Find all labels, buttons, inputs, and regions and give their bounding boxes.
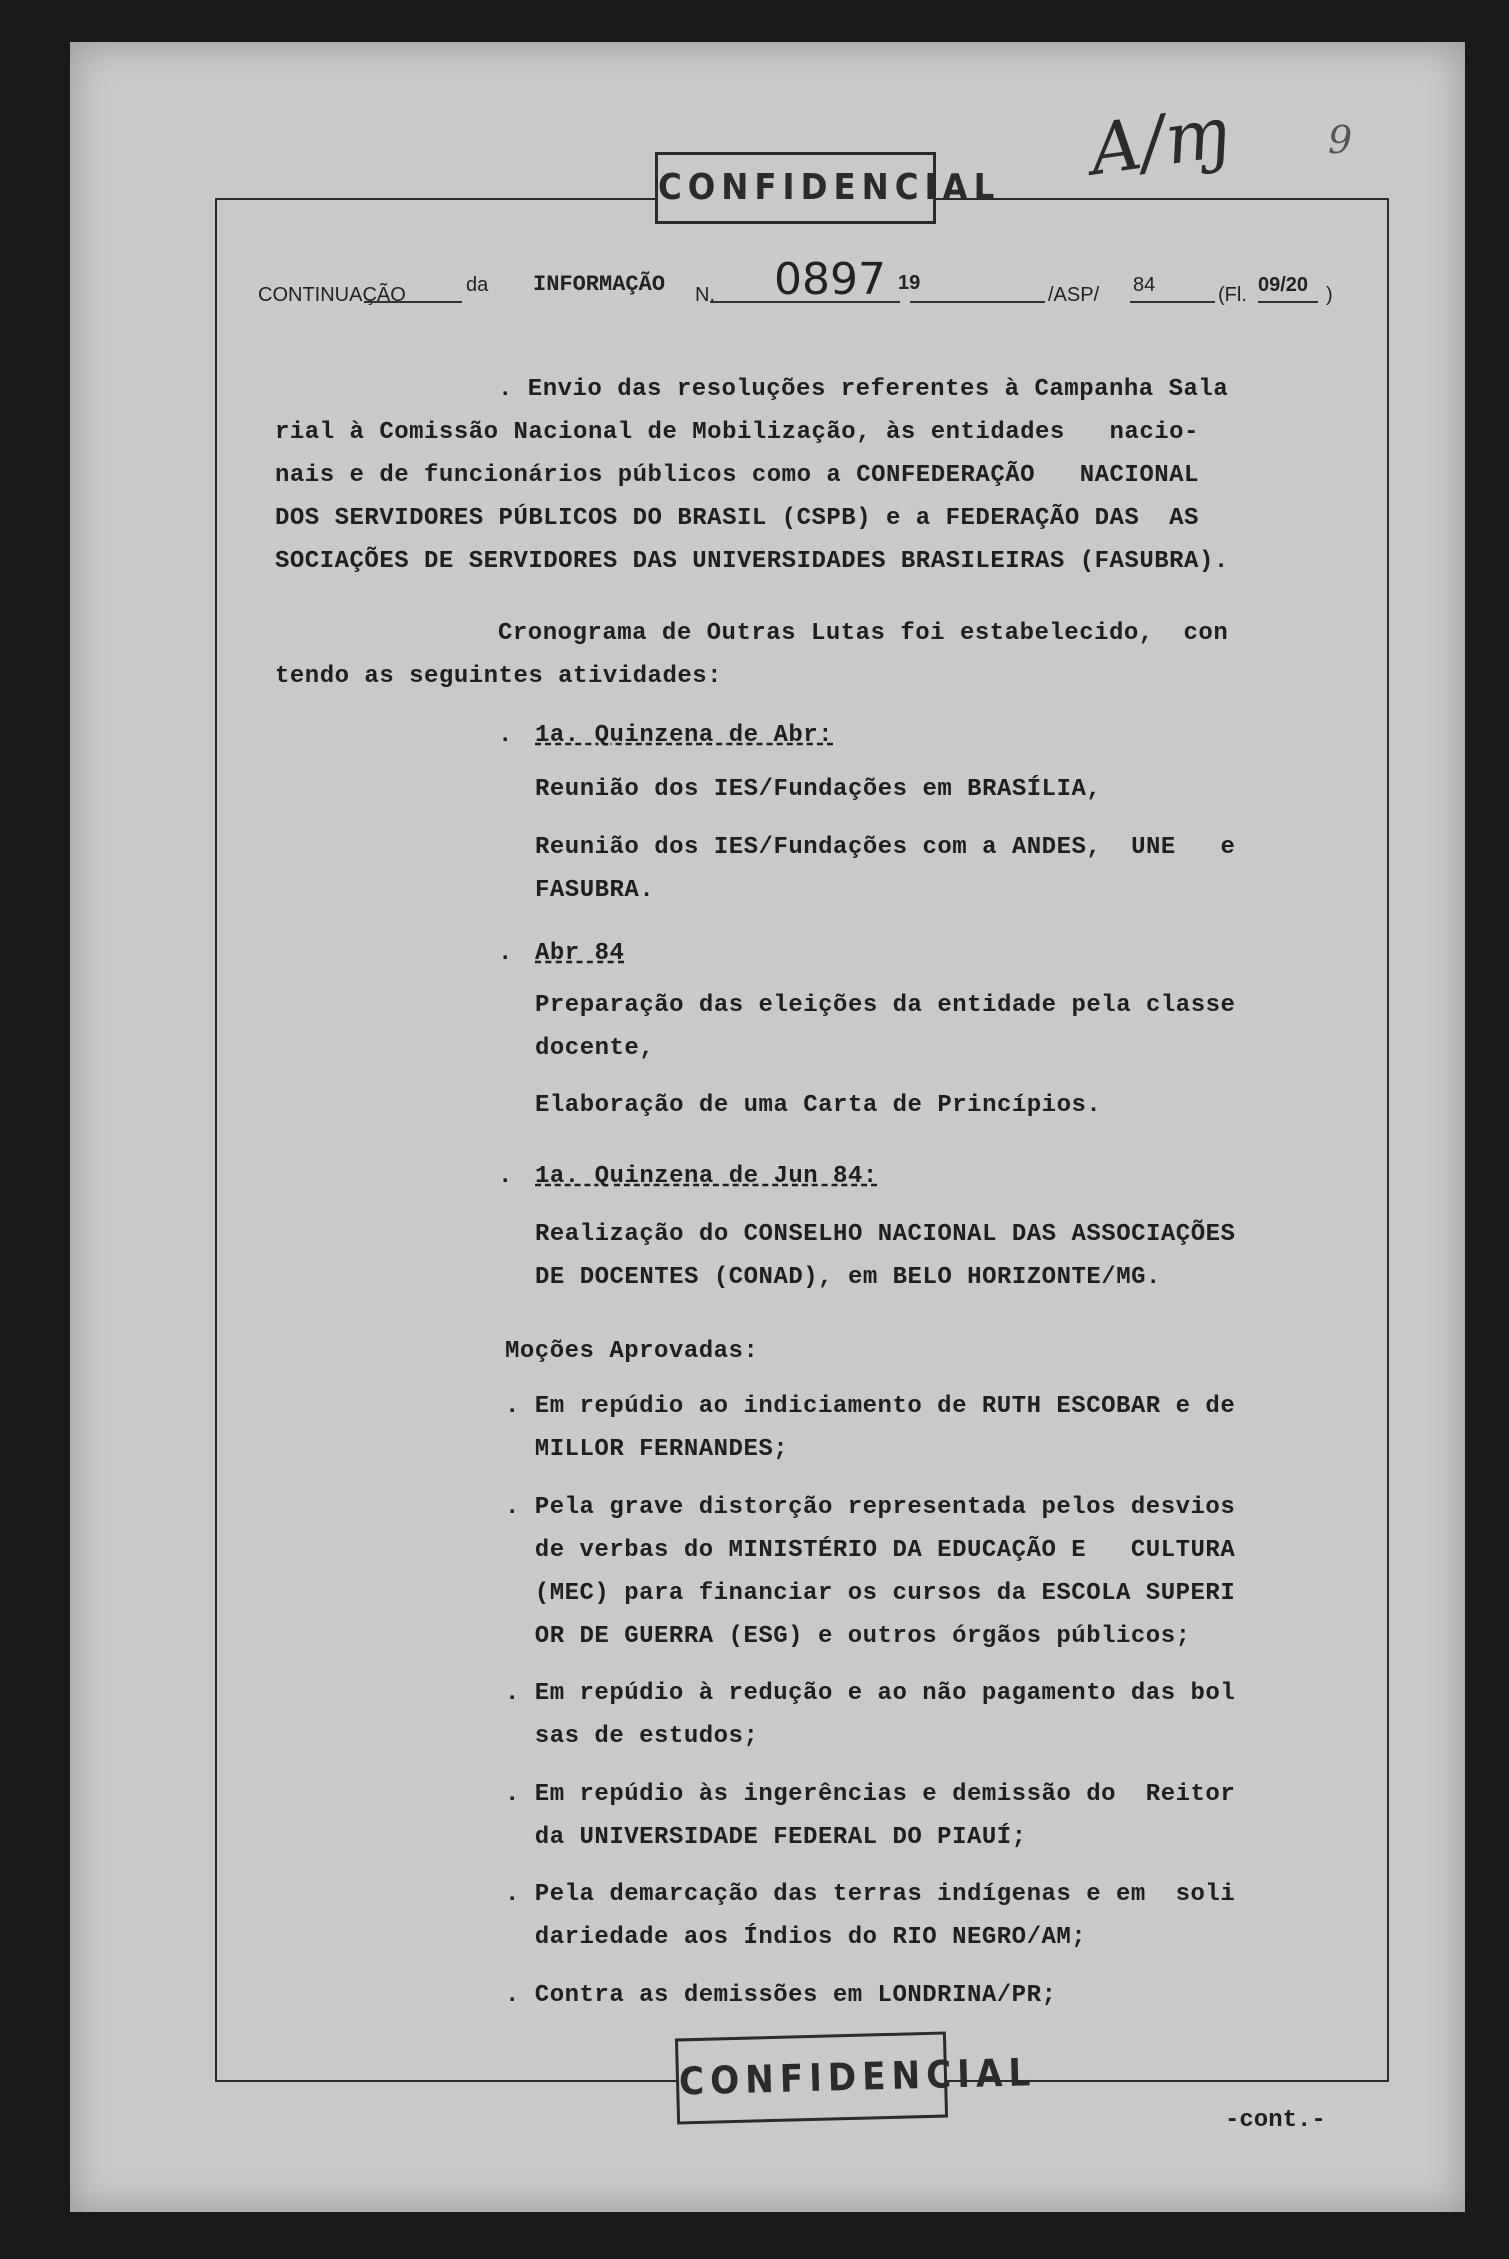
cronograma-line: tendo as seguintes atividades:: [275, 663, 723, 690]
mocao-line: . Pela grave distorção representada pelos desvios: [505, 1494, 1236, 1521]
schedule-line: Realização do CONSELHO NACIONAL DAS ASSOCIAÇÕES: [535, 1221, 1236, 1248]
document-type: INFORMAÇÃO: [533, 272, 666, 297]
number-label: N.: [695, 284, 715, 306]
handwritten-signature: A∕ɱ: [1084, 90, 1236, 192]
confidencial-stamp-top: CONFIDENCIAL: [655, 152, 936, 224]
header-year: 84: [1133, 274, 1156, 296]
mocao-line: . Em repúdio à redução e ao não pagamento das bol: [505, 1680, 1236, 1707]
mocao-line: OR DE GUERRA (ESG) e outros órgãos públicos;: [505, 1623, 1191, 1650]
document-header: [258, 254, 1378, 318]
mocoes-title: Moções Aprovadas:: [505, 1338, 759, 1365]
da-label: da: [466, 274, 489, 296]
mocao-line: dariedade aos Índios do RIO NEGRO/AM;: [505, 1924, 1087, 1951]
cronograma-line: Cronograma de Outras Lutas foi estabelecido, con: [498, 620, 1229, 647]
folio-close: ): [1326, 284, 1333, 306]
mocao-line: sas de estudos;: [505, 1723, 759, 1750]
mocao-line: da UNIVERSIDADE FEDERAL DO PIAUÍ;: [505, 1824, 1027, 1851]
schedule-line: Reunião dos IES/Fundações em BRASÍLIA,: [535, 776, 1102, 803]
intro-line: DOS SERVIDORES PÚBLICOS DO BRASIL (CSPB) e a FEDERAÇÃO DAS AS: [275, 505, 1199, 532]
mocao-line: . Pela demarcação das terras indígenas e em soli: [505, 1881, 1236, 1908]
page-mark: 9: [1328, 118, 1353, 162]
schedule-line: Reunião dos IES/Fundações com a ANDES, UNE e: [535, 834, 1236, 861]
intro-line: . Envio das resoluções referentes à Campanha Sala: [498, 376, 1229, 403]
schedule-bullet: .: [498, 940, 513, 967]
schedule-line: Preparação das eleições da entidade pela classe: [535, 992, 1236, 1019]
asp-label: /ASP/: [1048, 284, 1100, 306]
header-rule: [710, 301, 900, 303]
mocao-line: MILLOR FERNANDES;: [505, 1436, 789, 1463]
continuacao-label: CONTINUAÇÃO: [258, 284, 406, 306]
schedule-heading: Abr 84: [535, 940, 625, 967]
continued-marker: -cont.-: [1225, 2107, 1326, 2134]
document-number: 0897: [774, 254, 886, 305]
mocao-line: . Em repúdio ao indiciamento de RUTH ESCOBAR e de: [505, 1393, 1236, 1420]
intro-line: nais e de funcionários públicos como a CONFEDERAÇÃO NACIONAL: [275, 462, 1199, 489]
schedule-heading: 1a. Quinzena de Jun 84:: [535, 1163, 878, 1190]
header-rule: [1258, 301, 1318, 303]
mocao-line: de verbas do MINISTÉRIO DA EDUCAÇÃO E CULTURA: [505, 1537, 1236, 1564]
header-19: 19: [898, 272, 921, 294]
schedule-line: Elaboração de uma Carta de Princípios.: [535, 1092, 1102, 1119]
confidencial-stamp-bottom: CONFIDENCIAL: [675, 2031, 948, 2124]
schedule-bullet: .: [498, 722, 513, 749]
header-rule: [1130, 301, 1215, 303]
schedule-heading: 1a. Quinzena de Abr:: [535, 722, 834, 749]
folio-number: 09/20: [1258, 274, 1309, 296]
schedule-bullet: .: [498, 1163, 513, 1190]
folio-label: (Fl.: [1218, 284, 1247, 306]
schedule-line: docente,: [535, 1035, 655, 1062]
schedule-line: FASUBRA.: [535, 877, 655, 904]
mocao-line: . Contra as demissões em LONDRINA/PR;: [505, 1982, 1057, 2009]
header-rule: [910, 301, 1045, 303]
schedule-line: DE DOCENTES (CONAD), em BELO HORIZONTE/MG.: [535, 1264, 1161, 1291]
intro-line: SOCIAÇÕES DE SERVIDORES DAS UNIVERSIDADES BRASILEIRAS (FASUBRA).: [275, 548, 1229, 575]
mocao-line: (MEC) para financiar os cursos da ESCOLA SUPERI: [505, 1580, 1236, 1607]
header-rule: [364, 301, 462, 303]
mocao-line: . Em repúdio às ingerências e demissão do Reitor: [505, 1781, 1236, 1808]
intro-line: rial à Comissão Nacional de Mobilização, às entidades nacio-: [275, 419, 1199, 446]
